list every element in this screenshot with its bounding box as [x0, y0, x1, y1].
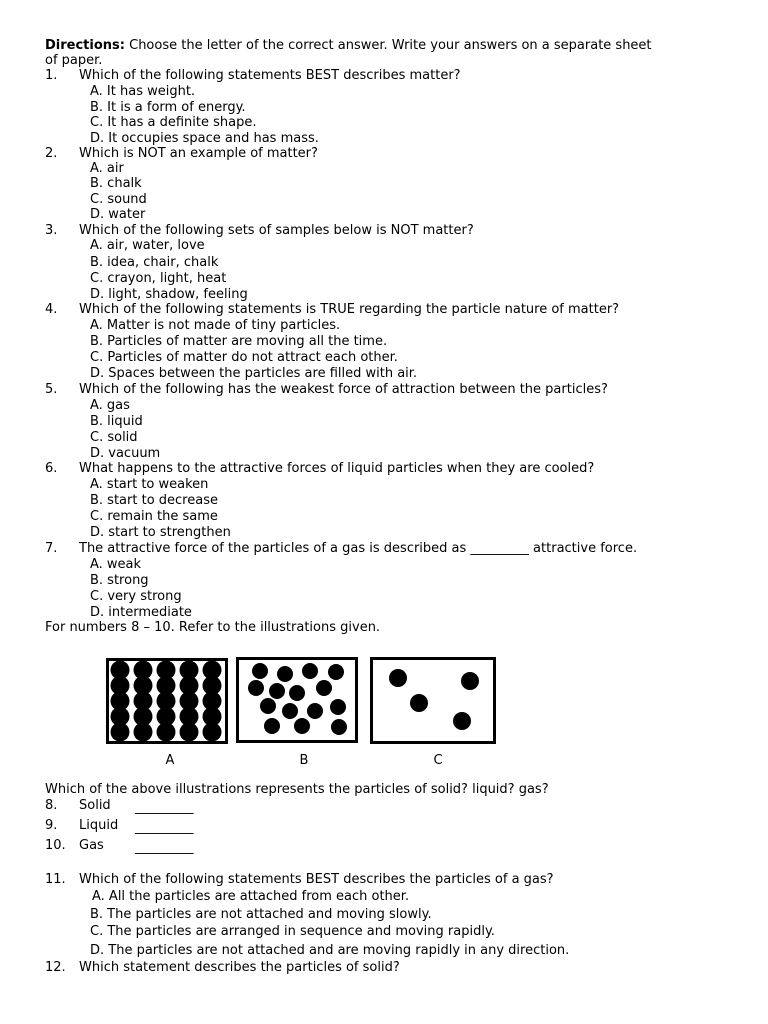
question-number: 1.	[45, 68, 58, 83]
liquid-particles-graphic	[239, 660, 355, 740]
question-text: Which of the following statements BEST describes matter?	[79, 68, 461, 83]
question-text: What happens to the attractive forces of liquid particles when they are cooled?	[79, 461, 595, 476]
question-text: Which of the following sets of samples below is NOT matter?	[79, 223, 474, 238]
choice: C. Particles of matter do not attract each other.	[90, 350, 398, 365]
solid-particle	[203, 723, 222, 742]
choice: A. gas	[90, 398, 130, 413]
choice: B. liquid	[90, 414, 143, 429]
question-number: 3.	[45, 223, 58, 238]
refer-text: For numbers 8 – 10. Refer to the illustrations given.	[45, 620, 381, 635]
question-number: 5.	[45, 382, 58, 397]
choice: B. strong	[90, 573, 149, 588]
item-label: Liquid	[79, 818, 119, 833]
choice: C. sound	[90, 192, 147, 207]
gas-particles-graphic	[373, 660, 493, 741]
question-number: 2.	[45, 146, 58, 161]
directions-text-cont: of paper.	[45, 53, 103, 68]
choice: B. idea, chair, chalk	[90, 255, 219, 270]
choice: A. start to weaken	[90, 477, 209, 492]
choice: B. Particles of matter are moving all the time.	[90, 334, 388, 349]
illustration-label-b: B	[299, 753, 309, 768]
item-number: 8.	[45, 798, 58, 813]
choice: A. Matter is not made of tiny particles.	[90, 318, 341, 333]
illustration-question: Which of the above illustrations represents the particles of solid? liquid? gas?	[45, 782, 549, 797]
choice: C. It has a definite shape.	[90, 115, 257, 130]
choice: C. crayon, light, heat	[90, 271, 227, 286]
choice: B. It is a form of energy.	[90, 100, 246, 115]
choice: C. solid	[90, 430, 138, 445]
choice: A. air	[90, 161, 124, 176]
question-text: Which of the following statements BEST describes the particles of a gas?	[79, 872, 554, 887]
solid-particle	[134, 723, 153, 742]
illustration-c	[370, 657, 496, 744]
choice: D. light, shadow, feeling	[90, 287, 248, 302]
solid-particle	[111, 723, 130, 742]
choice: A. All the particles are attached from each other.	[92, 889, 410, 904]
choice: D. Spaces between the particles are filled with air.	[90, 366, 418, 381]
question-text: Which of the following has the weakest force of attraction between the particles?	[79, 382, 608, 397]
solid-particle	[157, 723, 176, 742]
choice: B. chalk	[90, 176, 142, 191]
illustration-a	[106, 658, 228, 744]
choice: A. weak	[90, 557, 142, 572]
directions	[45, 38, 652, 54]
question-number: 11.	[45, 872, 66, 887]
choice: A. air, water, love	[90, 238, 205, 253]
question-text: Which of the following statements is TRUE regarding the particle nature of matter?	[79, 302, 620, 317]
item-number: 10.	[45, 838, 66, 853]
question-number: 6.	[45, 461, 58, 476]
directions-label: Directions:	[45, 38, 125, 53]
choice: B. start to decrease	[90, 493, 218, 508]
question-text: Which is NOT an example of matter?	[79, 146, 318, 161]
choice: D. intermediate	[90, 605, 192, 620]
illustration-label-a: A	[165, 753, 175, 768]
choice: D. The particles are not attached and are moving rapidly in any direction.	[90, 943, 570, 958]
question-text: The attractive force of the particles of a gas is described as _________ attractive force.	[79, 541, 638, 556]
item-number: 9.	[45, 818, 58, 833]
directions-text: Choose the letter of the correct answer. Write your answers on a separate sheet	[124, 38, 652, 53]
question-number: 12.	[45, 960, 66, 975]
choice: A. It has weight.	[90, 84, 196, 99]
solid-particle	[180, 723, 199, 742]
solid-particles-graphic	[109, 661, 225, 741]
choice: C. The particles are arranged in sequence and moving rapidly.	[90, 924, 495, 939]
choice: C. remain the same	[90, 509, 218, 524]
answer-blank: _________	[135, 820, 194, 835]
question-number: 7.	[45, 541, 58, 556]
choice: C. very strong	[90, 589, 182, 604]
illustration-b	[236, 657, 358, 743]
choice: B. The particles are not attached and moving slowly.	[90, 907, 432, 922]
item-label: Gas	[79, 838, 104, 853]
choice: D. water	[90, 207, 146, 222]
item-label: Solid	[79, 798, 111, 813]
question-number: 4.	[45, 302, 58, 317]
question-text: Which statement describes the particles of solid?	[79, 960, 400, 975]
choice: D. vacuum	[90, 446, 161, 461]
choice: D. It occupies space and has mass.	[90, 131, 319, 146]
choice: D. start to strengthen	[90, 525, 231, 540]
answer-blank: _________	[135, 840, 194, 855]
answer-blank: _________	[135, 800, 194, 815]
illustration-label-c: C	[433, 753, 443, 768]
